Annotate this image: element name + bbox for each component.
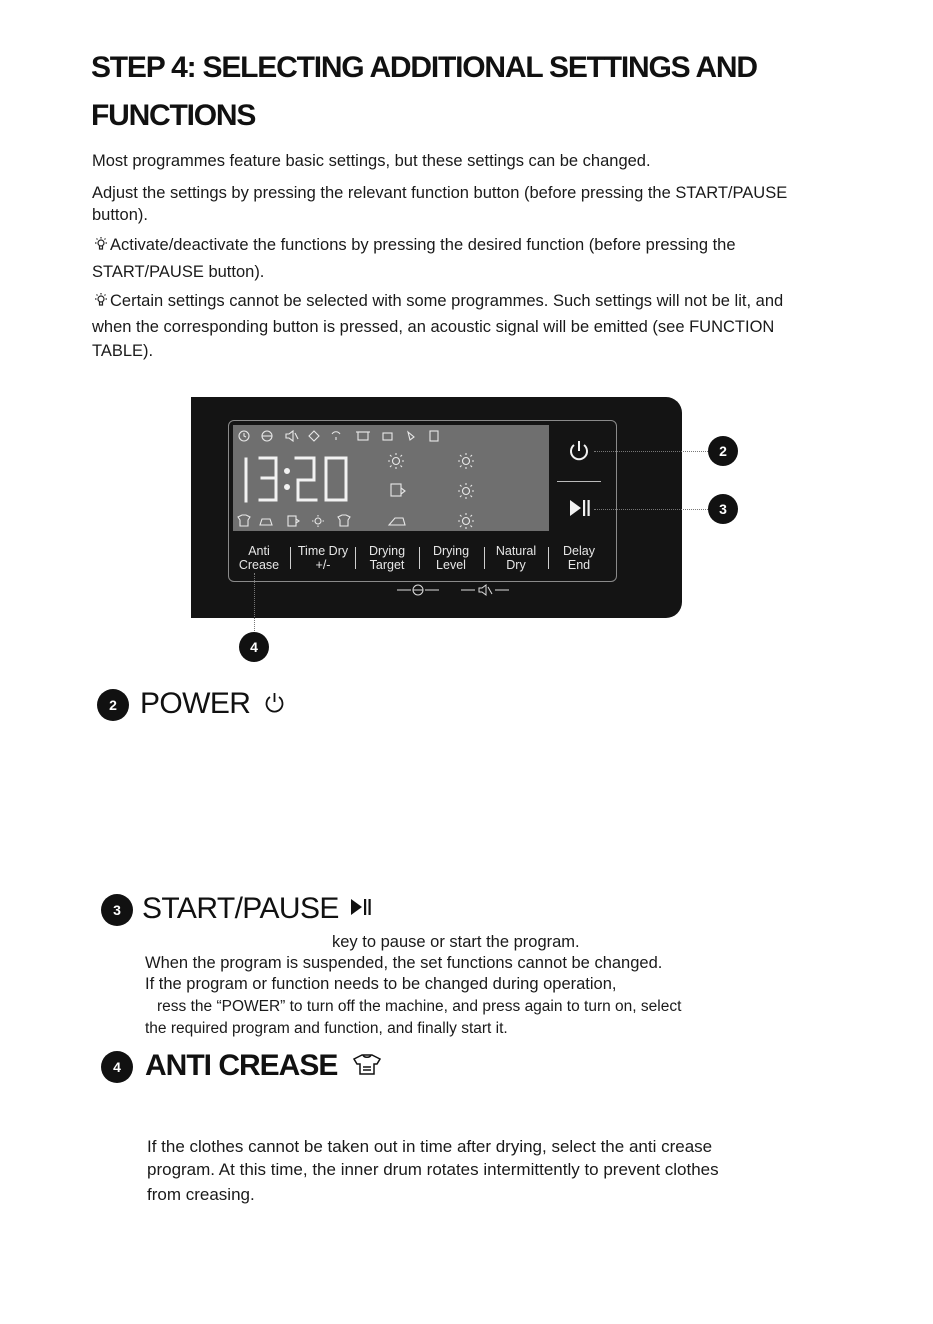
button-label: Drying: [368, 544, 406, 558]
tip-settings-line-2: when the corresponding button is pressed, an acoustic signal will be emitted (see FUNCTION: [92, 318, 775, 336]
button-label: +/-: [315, 558, 331, 572]
power-icon: [262, 691, 286, 715]
anti-crease-button[interactable]: [232, 544, 286, 572]
intro-paragraph: Most programmes feature basic settings, but these settings can be changed.: [92, 152, 651, 170]
page-title-line2: FUNCTIONS: [91, 99, 256, 132]
callout-badge-4: 4: [239, 632, 269, 662]
tip-settings-line-1: Certain settings cannot be selected with some programmes. Such settings will not be lit, and: [110, 292, 784, 310]
button-label: Drying: [432, 544, 470, 558]
lightbulb-icon: [92, 292, 110, 314]
button-label: Target: [369, 558, 405, 572]
lcd-drying-icons: [385, 449, 485, 531]
callout-badge-2: 2: [708, 436, 738, 466]
separator: [548, 547, 549, 569]
button-label: Dry: [506, 558, 526, 572]
tip-settings: [92, 290, 783, 362]
play-pause-icon: [349, 897, 375, 919]
section-number-anti-crease: 4: [101, 1051, 133, 1083]
tip-settings-line-3: TABLE).: [92, 342, 154, 360]
tip-activate-line-1: Activate/deactivate the functions by pressing the desired function (before pressing the: [110, 236, 736, 254]
callout-line-4: [254, 573, 255, 631]
section-number-power: 2: [97, 689, 129, 721]
adjust-line-1: Adjust the settings by pressing the relevant function button (before pressing the START/PAUSE: [92, 184, 788, 202]
separator: [419, 547, 420, 569]
drying-level-button[interactable]: [422, 544, 480, 572]
tip-activate-line-2: START/PAUSE button).: [92, 263, 265, 281]
adjust-paragraph: [92, 182, 787, 226]
shirt-icon: [351, 1053, 383, 1077]
lcd-function-icons: [236, 514, 356, 528]
natural-dry-button[interactable]: [486, 544, 546, 572]
delay-end-button[interactable]: [551, 544, 607, 572]
start-pause-text-1: key to pause or start the program.: [332, 933, 580, 951]
combo-key-hints: [396, 583, 510, 597]
button-label: Time Dry: [297, 544, 349, 558]
anti-crease-text-1: If the clothes cannot be taken out in time after drying, select the anti crease: [147, 1137, 713, 1156]
power-heading: [140, 687, 286, 721]
button-label: Natural: [495, 544, 537, 558]
start-pause-text-2: When the program is suspended, the set functions cannot be changed.: [145, 954, 663, 972]
button-label: Delay: [563, 544, 595, 558]
tip-activate: [92, 234, 736, 283]
lcd-status-icons: [236, 428, 436, 444]
anti-crease-text-3: from creasing.: [147, 1185, 255, 1204]
separator: [355, 547, 356, 569]
start-pause-title: START/PAUSE: [142, 892, 339, 925]
start-pause-text-5: the required program and function, and finally start it.: [145, 1020, 508, 1037]
adjust-line-2: button).: [92, 206, 148, 224]
anti-crease-heading: [145, 1049, 383, 1083]
power-title: POWER: [140, 687, 251, 720]
button-divider: [557, 481, 601, 482]
power-icon[interactable]: [566, 439, 592, 463]
separator: [290, 547, 291, 569]
drying-target-button[interactable]: [358, 544, 416, 572]
anti-crease-text-2: program. At this time, the inner drum rotates intermittently to prevent clothes: [147, 1160, 719, 1179]
anti-crease-title: ANTI CREASE: [145, 1049, 338, 1082]
callout-line-3: [594, 509, 708, 510]
lcd-time: [240, 454, 355, 506]
callout-line-2: [594, 451, 708, 452]
page-title: STEP 4: SELECTING ADDITIONAL SETTINGS AND: [91, 51, 757, 84]
button-label: Anti: [248, 544, 270, 558]
start-pause-heading: [142, 892, 375, 926]
callout-badge-3: 3: [708, 494, 738, 524]
lightbulb-icon: [92, 236, 110, 258]
start-pause-text-3: If the program or function needs to be changed during operation,: [145, 975, 617, 993]
start-pause-text-4: ress the “POWER” to turn off the machine, and press again to turn on, select: [157, 998, 682, 1015]
section-number-start-pause: 3: [101, 894, 133, 926]
button-label: Crease: [238, 558, 280, 572]
separator: [484, 547, 485, 569]
button-label: End: [567, 558, 591, 572]
button-label: Level: [436, 558, 466, 572]
play-pause-icon[interactable]: [568, 498, 592, 520]
time-dry-button[interactable]: [292, 544, 354, 572]
